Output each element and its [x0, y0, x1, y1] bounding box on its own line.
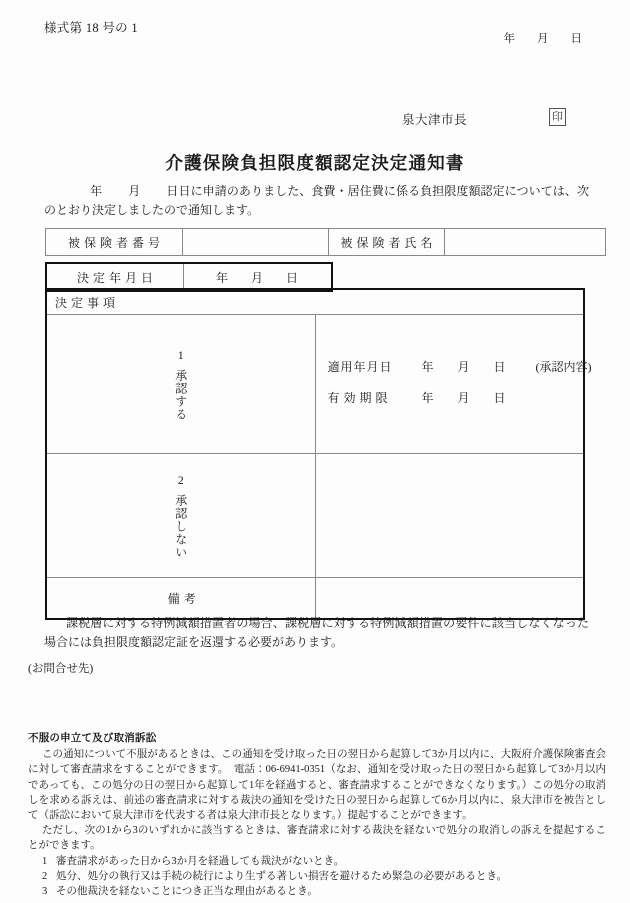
apply-date-line: [327, 358, 592, 375]
header-date-year: 年: [503, 33, 515, 45]
intro-year: 年: [90, 184, 103, 198]
table-row: [46, 263, 332, 291]
insured-number-label: 被保険者番号: [46, 229, 183, 256]
table-row: [46, 229, 606, 256]
appeal-exception-list: [28, 854, 606, 900]
table-row-section-header: [46, 289, 584, 315]
approval-content-label: (承認内容): [535, 360, 592, 374]
header-date-line: [504, 30, 583, 46]
expiry-month: 月: [457, 391, 470, 405]
table-row-remarks: [46, 578, 584, 620]
table-row-approve: [46, 315, 584, 454]
appeal-item-number: 1: [42, 855, 48, 867]
appeal-paragraph-2: ただし、次の1から3のいずれかに該当するときは、審査請求に対する裁決を経ないで処分の取消しの訴えを提起することができます。: [28, 825, 606, 852]
expiry-day: 日: [493, 391, 506, 405]
appeal-item-text: その他裁決を経ないことにつき正当な理由があるとき。: [56, 886, 318, 898]
expiry-label: 有効期限: [327, 391, 392, 405]
return-certificate-notice: 課税層に対する特例減額措置者の場合、課税層に対する特例減額措置の要件に該当しなくなった場合には負担限度額認定証を返還する必要があります。: [44, 616, 589, 649]
intro-month: 月: [128, 184, 141, 198]
insured-name-value[interactable]: [445, 229, 606, 256]
approve-details-cell[interactable]: [315, 315, 592, 454]
decision-date-month: 月: [250, 270, 264, 285]
header-date-month: 月: [537, 33, 549, 45]
insured-number-value[interactable]: [183, 229, 329, 256]
apply-date-day: 日: [493, 360, 506, 374]
appeal-paragraph-1: この通知について不服があるときは、この通知を受け取った日の翌日から起算して3か月以内に、大阪府介護保険審査会に対して審査請求をすることができます。 電話：06-6941-0351（なお、通知を受け取った日の翌日から起算して3か月以内であっても、この処分の日の翌日から起算して1年を経過すると、審査請求することができなくなります。）この処分の取消しを求める訴えは、前述の審査請求に対する裁決の通知を受けた日の翌日から起算して6か月以内に、泉大津市を被告として（訴訟において泉大津市を代表する者は泉大津市長となります。）提起することができます。: [28, 749, 606, 822]
apply-date-label: 適用年月日: [327, 360, 393, 374]
list-item: [28, 884, 606, 899]
decision-date-value[interactable]: [184, 263, 333, 291]
deny-vertical-label: [47, 473, 315, 559]
header-date-day: 日: [570, 33, 582, 45]
approve-number: 1: [177, 347, 184, 362]
seal-stamp-box: 印: [549, 108, 566, 126]
appeal-item-number: 2: [42, 870, 48, 882]
apply-date-month: 月: [457, 360, 470, 374]
list-item: [28, 854, 606, 869]
list-item: [28, 869, 606, 884]
decision-date-day: 日: [286, 270, 300, 285]
table-row-deny: [46, 454, 584, 578]
decision-date-label: 決定年月日: [46, 263, 184, 291]
contact-label: (お問合せ先): [28, 663, 94, 675]
decision-date-year: 年: [215, 270, 229, 285]
intro-text: 日に申請のありました、食費・居住費に係る負担限度額認定については、次のとおり決定しましたので通知します。: [44, 184, 589, 217]
intro-day: 日: [166, 184, 179, 198]
deny-option-marker[interactable]: [46, 454, 315, 578]
expiry-year: 年: [421, 391, 434, 405]
decision-section-title: 決定事項: [46, 289, 584, 315]
apply-date-blanks: [422, 360, 506, 374]
appeal-title: 不服の申立て及び取消訴訟: [28, 733, 157, 744]
deny-label: 承認しない: [173, 493, 188, 559]
approve-vertical-label: [47, 348, 315, 421]
approve-option-marker[interactable]: [46, 315, 315, 454]
insured-person-table: [45, 228, 606, 256]
issuer-name: 泉大津市長: [402, 113, 468, 127]
form-number: 様式第 18 号の 1: [44, 21, 138, 35]
apply-date-year: 年: [421, 360, 434, 374]
appeal-item-text: 処分、処分の執行又は手続の続行により生ずる著しい損害を避けるため緊急の必要があるとき。: [56, 870, 508, 882]
expiry-date-blanks: [422, 391, 506, 405]
decision-items-table: [45, 288, 592, 620]
appeal-item-text: 審査請求があった日から3か月を経過しても裁決がないとき。: [56, 855, 345, 867]
intro-paragraph: [44, 182, 589, 220]
insured-name-label: 被保険者氏名: [329, 229, 445, 256]
remarks-value[interactable]: [315, 578, 584, 620]
deny-details-cell[interactable]: [315, 454, 584, 578]
appeal-item-number: 3: [42, 886, 48, 898]
deny-number: 2: [177, 472, 184, 487]
remarks-label: 備考: [46, 578, 315, 620]
appeal-section: [28, 731, 606, 899]
approve-label: 承認する: [173, 368, 188, 421]
issuer-row: [0, 108, 630, 130]
expiry-date-line: [328, 389, 584, 406]
page-title: 介護保険負担限度額認定決定通知書: [165, 153, 465, 173]
